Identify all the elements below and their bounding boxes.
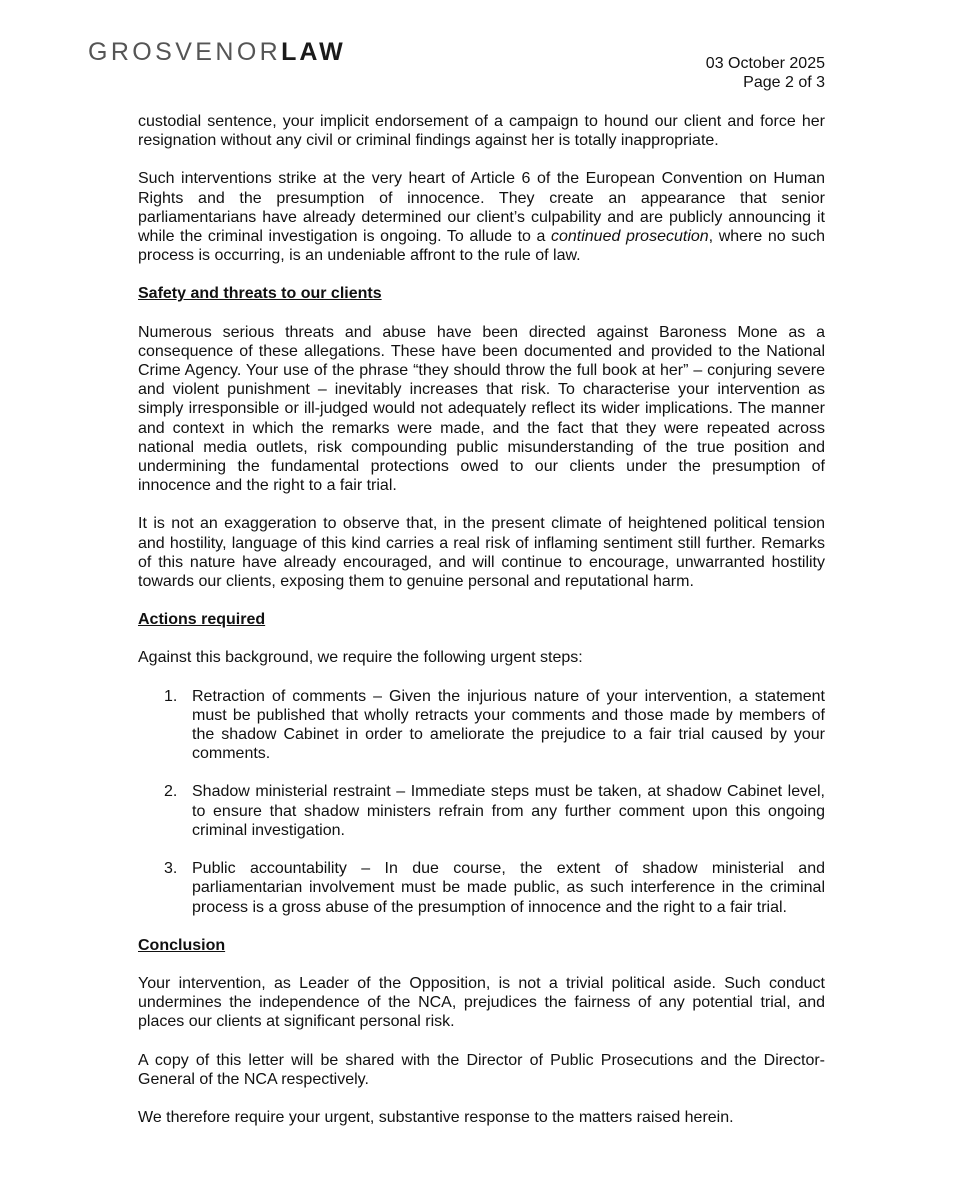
- paragraph-intervention: Your intervention, as Leader of the Opposition, is not a trivial political aside. Such conduct undermines the independence of the NCA, prejudices the fairness of any potential trial, and places our clients at significant personal risk.: [138, 974, 825, 1031]
- list-item-accountability: [138, 859, 825, 917]
- list-item-restraint: [138, 782, 825, 840]
- paragraph-background: Against this background, we require the following urgent steps:: [138, 649, 583, 667]
- paragraph-threats: Numerous serious threats and abuse have been directed against Baroness Mone as a consequence of these allegations. These have been documented and provided to the National Crime Agency. Your use of the phrase “they should throw the full book at her” – conjuring severe and violent punishment – inevitably increases that risk. To characterise your intervention as simply irresponsible or ill-judged would not adequately reflect its wider implications. The manner and context in which the remarks were made, and the fact that they were repeated across national media outlets, risk compounding public misunderstanding of the true position and undermining the fundamental protections owed to our clients under the presumption of innocence and the right to a fair trial.: [138, 323, 825, 495]
- list-item-text: Retraction of comments – Given the injurious nature of your intervention, a statement must be published that wholly retracts your comments and those made by members of the shadow Cabinet in order to ameliorate the prejudice to a fair trial caused by your comments.: [192, 687, 825, 763]
- list-number: 3.: [164, 860, 178, 878]
- list-number: 2.: [164, 783, 178, 801]
- page-number: Page 2 of 3: [743, 74, 825, 91]
- letter-date: 03 October 2025: [705, 55, 825, 72]
- list-item-retraction: [138, 687, 825, 764]
- heading-safety: Safety and threats to our clients: [138, 285, 382, 303]
- list-number: 1.: [164, 687, 178, 705]
- logo-text-law: LAW: [281, 38, 346, 66]
- letter-body: [138, 112, 825, 1146]
- list-item-text: Public accountability – In due course, the extent of shadow ministerial and parliamentarian involvement must be made public, as such interference in the criminal process is a gross abuse of the presumption of innocence and the right to a fair trial.: [192, 860, 825, 916]
- paragraph-article-6: [138, 169, 825, 265]
- paragraph-response-required: We therefore require your urgent, substantive response to the matters raised herein.: [138, 1108, 734, 1126]
- heading-actions: Actions required: [138, 611, 266, 629]
- heading-conclusion: Conclusion: [138, 936, 226, 954]
- company-logo: [88, 40, 346, 65]
- paragraph-article-6-part-2: , where no such process is occurring, is an undeniable affront to the rule of law.: [138, 228, 826, 265]
- paragraph-exaggeration: It is not an exaggeration to observe that, in the present climate of heightened political tension and hostility, language of this kind carries a real risk of inflaming sentiment still further. Remarks of this nature have already encouraged, and will continue to encourage, unwarranted hostility towards our clients, exposing them to genuine personal and reputational harm.: [138, 515, 825, 591]
- logo-text-grosvenor: GROSVENOR: [88, 38, 282, 66]
- required-steps-list: [138, 687, 825, 917]
- paragraph-article-6-part-1: Such interventions strike at the very heart of Article 6 of the European Convention on Human Rights and the presumption of innocence. They create an appearance that senior parliamentarians have already determined our client’s culpability and are publicly announcing it while the criminal investigation is ongoing. To allude to a: [138, 170, 825, 246]
- paragraph-copy-shared: A copy of this letter will be shared with the Director of Public Prosecutions and the Director-General of the NCA respectively.: [138, 1051, 825, 1088]
- emphasis-continued-prosecution: continued prosecution: [550, 228, 709, 246]
- paragraph-custodial: custodial sentence, your implicit endorsement of a campaign to hound our client and force her resignation without any civil or criminal findings against her is totally inappropriate.: [138, 113, 825, 150]
- letter-meta: [706, 54, 825, 92]
- list-item-text: Shadow ministerial restraint – Immediate steps must be taken, at shadow Cabinet level, to ensure that shadow ministers refrain from any further comment upon this ongoing criminal investigation.: [192, 783, 825, 839]
